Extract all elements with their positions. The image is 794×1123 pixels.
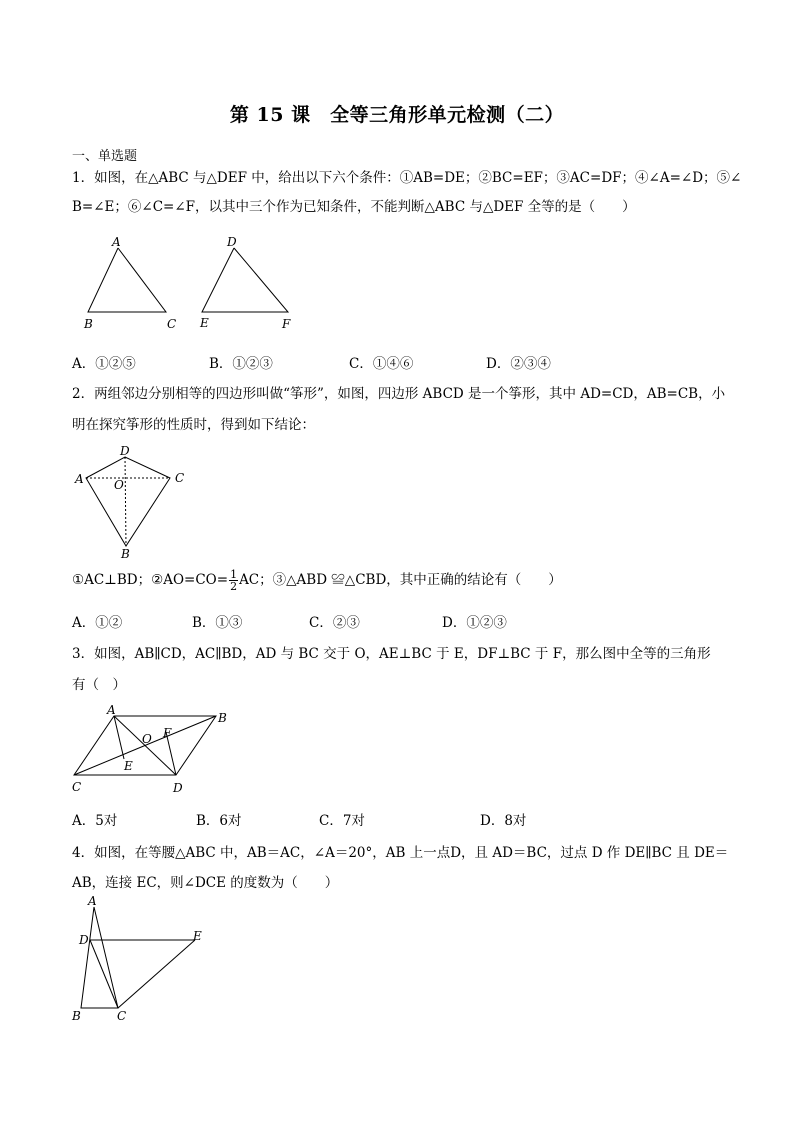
page-title: 第 15 课 全等三角形单元检测（二） — [229, 104, 565, 126]
q3-label-o: O — [142, 732, 152, 746]
q3-label-f: F — [163, 726, 172, 740]
q2-label-c: C — [175, 471, 185, 485]
q4-label-e: E — [193, 929, 202, 943]
q2-option-a[interactable]: A．①② — [72, 615, 123, 631]
question-1-line-1: 1．如图，在△ABC 与△DEF 中，给出以下六个条件：①AB=DE；②BC=EF；③AC=DF；④∠A=∠D；⑤∠ — [72, 170, 742, 186]
question-3-line-2: 有（ ） — [72, 677, 126, 693]
q4-label-b: B — [72, 1009, 81, 1023]
q1-label-c: C — [167, 317, 177, 331]
section-heading: 一、单选题 — [72, 149, 138, 164]
q3-label-d: D — [173, 781, 183, 795]
q1-label-a: A — [112, 235, 121, 249]
q4-label-c: C — [117, 1009, 127, 1023]
question-4-line-2: AB，连接 EC，则∠DCE 的度数为（ ） — [72, 875, 339, 891]
q2-option-c[interactable]: C．②③ — [309, 615, 360, 631]
q3-option-b[interactable]: B．6对 — [196, 813, 242, 829]
q2-label-o: O — [114, 478, 124, 492]
q1-label-f: F — [282, 317, 291, 331]
q3-option-c[interactable]: C．7对 — [319, 813, 365, 829]
q2-conclusion-pre: ①AC⊥BD；②AO=CO= — [72, 572, 229, 588]
q2-fraction-denominator: 2 — [230, 580, 238, 593]
question-2-line-2: 明在探究筝形的性质时，得到如下结论： — [72, 417, 315, 433]
q1-label-b: B — [84, 317, 93, 331]
q1-option-d[interactable]: D．②③④ — [486, 356, 551, 372]
q4-label-a: A — [88, 894, 97, 908]
q2-label-d: D — [120, 444, 130, 458]
q4-label-d: D — [79, 933, 89, 947]
q2-option-d[interactable]: D．①②③ — [442, 615, 507, 631]
q2-option-b[interactable]: B．①③ — [192, 615, 243, 631]
q1-option-c[interactable]: C．①④⑥ — [349, 356, 414, 372]
q1-option-a[interactable]: A．①②⑤ — [72, 356, 136, 372]
q2-label-b: B — [121, 547, 130, 561]
question-3-line-1: 3．如图，AB∥CD，AC∥BD，AD 与 BC 交于 O，AE⊥BC 于 E，DF⊥BC 于 F，那么图中全等的三角形 — [72, 646, 711, 662]
q3-option-d[interactable]: D．8对 — [480, 813, 527, 829]
q2-conclusion-post: AC；③△ABD ≌△CBD，其中正确的结论有（ ） — [239, 572, 562, 588]
q1-label-d: D — [227, 235, 237, 249]
q1-label-e: E — [200, 316, 209, 330]
q3-label-a: A — [107, 703, 116, 717]
q1-option-b[interactable]: B．①②③ — [209, 356, 273, 372]
q2-label-a: A — [75, 472, 84, 486]
question-1-line-2: B=∠E；⑥∠C=∠F，以其中三个作为已知条件，不能判断△ABC 与△DEF 全等的是（ ） — [72, 199, 636, 215]
q3-label-b: B — [218, 711, 227, 725]
q3-label-e: E — [124, 759, 133, 773]
q2-fraction-numerator: 1 — [230, 568, 238, 581]
q3-label-c: C — [72, 780, 82, 794]
question-4-line-1: 4．如图，在等腰△ABC 中，AB＝AC，∠A＝20°，AB 上一点D，且 AD＝BC，过点 D 作 DE∥BC 且 DE＝ — [72, 845, 729, 861]
question-2-line-1: 2．两组邻边分别相等的四边形叫做“筝形”，如图，四边形 ABCD 是一个筝形，其中 AD=CD，AB=CB，小 — [72, 386, 726, 402]
q3-option-a[interactable]: A．5对 — [72, 813, 118, 829]
